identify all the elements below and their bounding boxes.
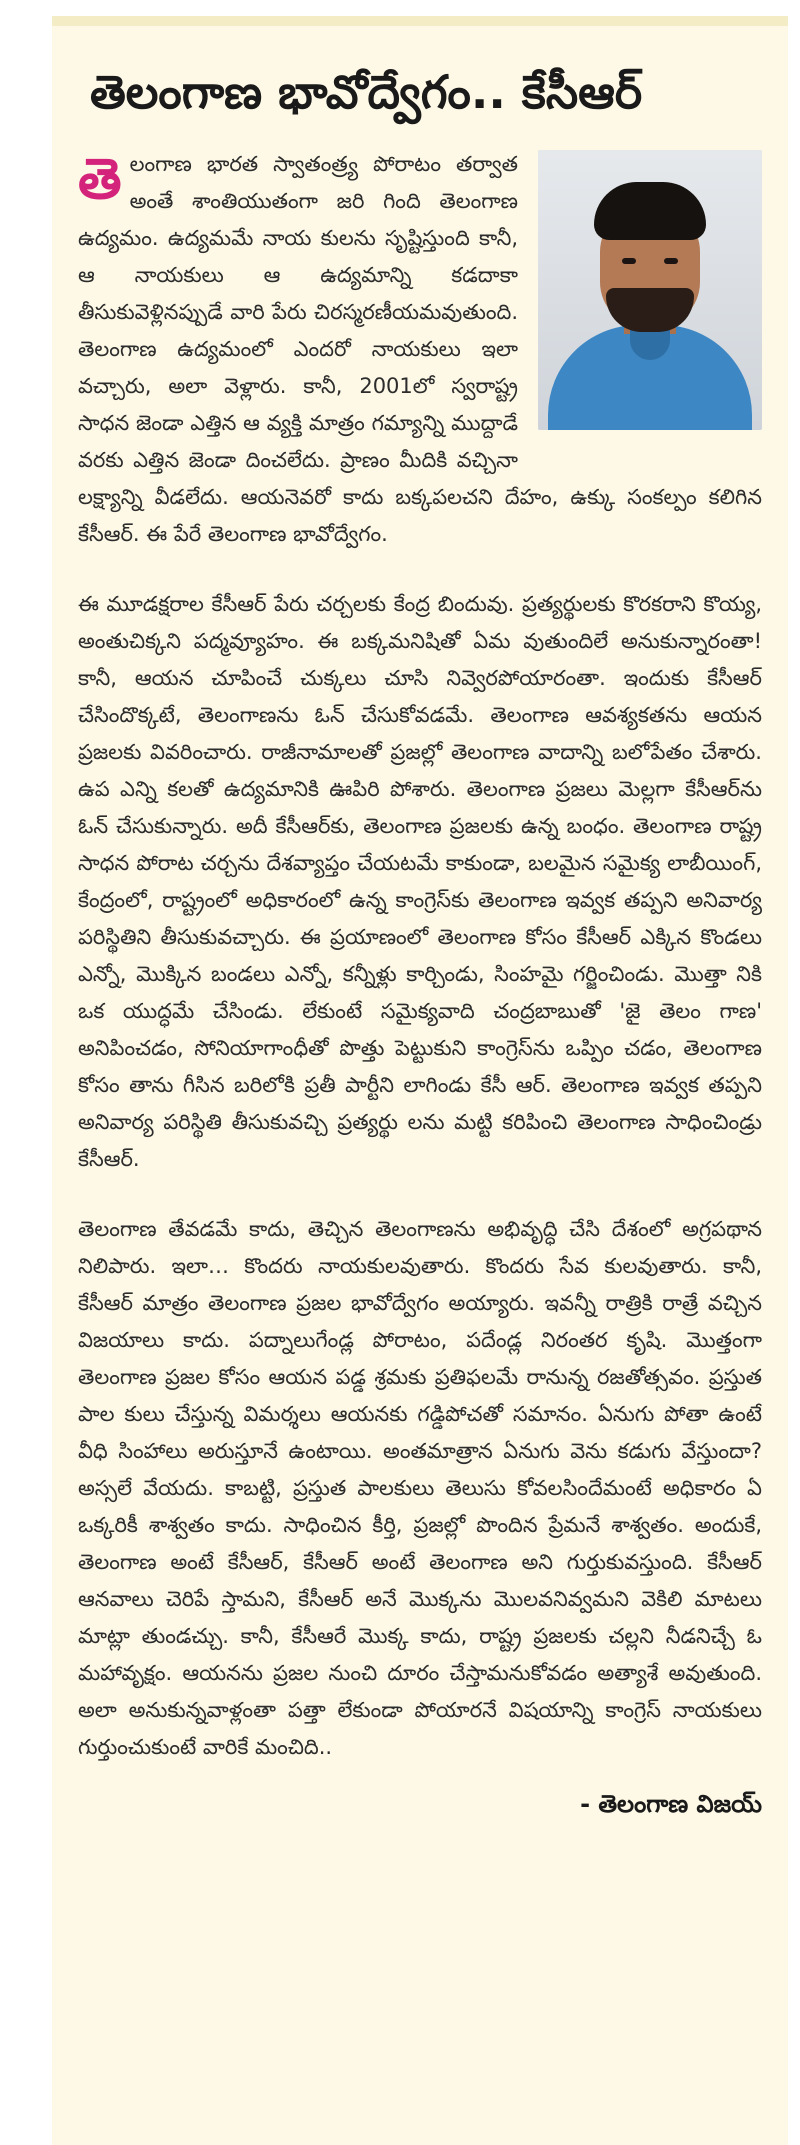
paragraph-2: ఈ మూడక్షరాల కేసీఆర్ పేరు చర్చలకు కేంద్ర బిందువు. ప్రత్యర్థులకు కొరకరాని కొయ్య, అంతుచిక్కని పద్మవ్యూహం. ఈ బక్కమనిషితో ఏమ వుతుందిలే అనుకున్నారంతా! కానీ, ఆయన చూపించే చుక్కలు చూసి నివ్వెరపోయారంతా. ఇందుకు కేసీఆర్ చేసిందొక్కటే, తెలంగాణను ఓన్ చేసుకోవడమే. తెలంగాణ ఆవశ్యకతను ఆయన ప్రజలకు వివరించారు. రాజీనామాలతో ప్రజల్లో తెలంగాణ వాదాన్ని బలోపేతం చేశారు. ఉప ఎన్ని కలతో ఉద్యమానికి ఊపిరి పోశారు. తెలంగాణ ప్రజలు మెల్లగా కేసీఆర్‌ను ఓన్ చేసుకున్నారు. అదీ కేసీఆర్‌కు, తెలంగాణ ప్రజలకు ఉన్న బంధం. తెలంగాణ రాష్ట్ర సాధన పోరాట చర్చను దేశవ్యాప్తం చేయటమే కాకుండా, బలమైన సమైక్య లాబీయింగ్, కేంద్రంలో, రాష్ట్రంలో అధికారంలో ఉన్న కాంగ్రెస్‌కు తెలంగాణ ఇవ్వక తప్పని అనివార్య పరిస్థితిని తీసుకువచ్చారు. ఈ ప్రయాణంలో తెలంగాణ కోసం కేసీఆర్ ఎక్కిన కొండలు ఎన్నో, మొక్కిన బండలు ఎన్నో, కన్నీళ్లు కార్చిండు, సింహమై గర్జించిండు. మొత్తా నికి ఒక యుద్ధమే చేసిండు. లేకుంటే సమైక్యవాది చంద్రబాబుతో 'జై తెలం గాణ' అనిపించడం, సోనియాగాంధీతో పొత్తు పెట్టుకుని కాంగ్రెస్‌ను ఒప్పిం చడం, తెలంగాణ కోసం తాను గీసిన బరిలోకి ప్రతీ పార్టీని లాగిండు కేసీ ఆర్. తెలంగాణ ఇవ్వక తప్పని అనివార్య పరిస్థితి తీసుకువచ్చి ప్రత్యర్థు లను మట్టి కరిపించి తెలంగాణ సాధించిండ్రు కేసీఆర్. [78,592,762,1171]
byline: - తెలంగాణ విజయ్ [580,1790,762,1818]
dropcap: తె [78,147,122,212]
headline: తెలంగాణ భావోద్వేగం.. కేసీఆర్ [90,65,643,119]
top-band-strip [52,16,788,26]
top-band [0,0,800,26]
article [52,26,788,2145]
paragraph-1-text: లంగాణ భారత స్వాతంత్ర్య పోరాటం తర్వాత అంతే శాంతియుతంగా జరి గింది తెలంగాణ ఉద్యమం. ఉద్యమమే నాయ కులను సృష్టిస్తుంది కానీ, ఆ నాయకులు ఆ ఉద్యమాన్ని కడదాకా తీసుకువెళ్లినప్పుడే వారి పేరు చిరస్మరణీయమవుతుంది. తెలంగాణ ఉద్యమంలో ఎందరో నాయకులు ఇలా వచ్చారు, అలా వెళ్లారు. కానీ, 2001లో స్వరాష్ట్ర సాధన జెండా ఎత్తిన ఆ వ్యక్తి మాత్రం గమ్యాన్ని ముద్దాడే వరకు ఎత్తిన జెండా దించలేదు. ప్రాణం మీదికి వచ్చినా లక్ష్యాన్ని వీడలేదు. ఆయనెవరో కాదు బక్కపలచని దేహం, ఉక్కు సంకల్పం కలిగిన కేసీఆర్. ఈ పేరే తెలంగాణ భావోద్వేగం. [78,152,762,546]
paragraph-3: తెలంగాణ తేవడమే కాదు, తెచ్చిన తెలంగాణను అభివృద్ధి చేసి దేశంలో అగ్రపథాన నిలిపారు. ఇలా… కొందరు నాయకులవుతారు. కొందరు సేవ కులవుతారు. కానీ, కేసీఆర్ మాత్రం తెలంగాణ ప్రజల భావోద్వేగం అయ్యారు. ఇవన్నీ రాత్రికి రాత్రే వచ్చిన విజయాలు కాదు. పద్నాలుగేండ్ల పోరాటం, పదేండ్ల నిరంతర కృషి. మొత్తంగా తెలంగాణ ప్రజల కోసం ఆయన పడ్డ శ్రమకు ప్రతిఫలమే రానున్న రజతోత్సవం. ప్రస్తుత పాల కులు చేస్తున్న విమర్శలు ఆయనకు గడ్డిపోచతో సమానం. ఏనుగు పోతా ఉంటే వీధి సింహాలు అరుస్తూనే ఉంటాయి. అంతమాత్రాన ఏనుగు వెను కడుగు వేస్తుందా? అస్సలే వేయదు. కాబట్టి, ప్రస్తుత పాలకులు తెలుసు కోవలసిందేమంటే అధికారం ఏ ఒక్కరికీ శాశ్వతం కాదు. సాధించిన కీర్తి, ప్రజల్లో పొందిన ప్రేమనే శాశ్వతం. అందుకే, తెలంగాణ అంటే కేసీఆర్, కేసీఆర్ అంటే తెలంగాణ అని గుర్తుకువస్తుంది. కేసీఆర్ ఆనవాలు చెరిపే స్తామని, కేసీఆర్ అనే మొక్కను మొలవనివ్వమని వెకిలి మాటలు మాట్లా తుండచ్చు. కానీ, కేసీఆరే మొక్క కాదు, రాష్ట్ర ప్రజలకు చల్లని నీడనిచ్చే ఓ మహావృక్షం. ఆయనను ప్రజల నుంచి దూరం చేస్తామనుకోవడం అత్యాశే అవుతుంది. అలా అనుకున్నవాళ్లంతా పత్తా లేకుండా పోయారనే విషయాన్ని కాంగ్రెస్ నాయకులు గుర్తుంచుకుంటే వారికే మంచిది.. [78,1217,762,1759]
author-photo [538,150,762,430]
